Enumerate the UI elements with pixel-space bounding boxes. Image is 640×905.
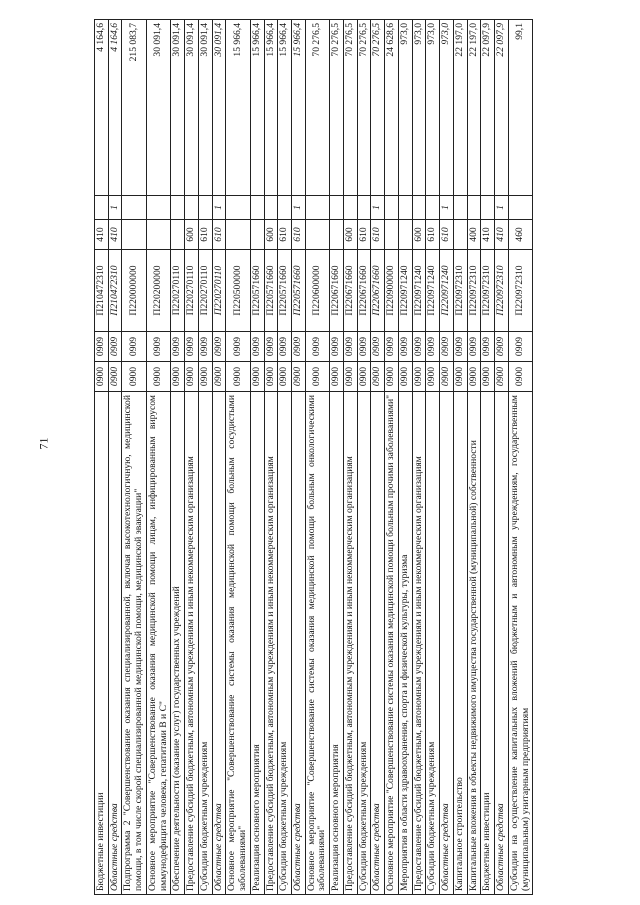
table-row	[185, 20, 199, 895]
row-funding-source: 1	[495, 196, 509, 220]
row-target-article: П220600000	[305, 250, 329, 332]
row-name: Субсидии бюджетным учреждениям	[357, 392, 371, 895]
table-row	[426, 20, 440, 895]
row-funding-source	[198, 196, 212, 220]
row-expense-type	[226, 220, 250, 250]
row-amount: 15 966,4	[250, 20, 264, 196]
row-name: Субсидии бюджетным учреждениям	[278, 392, 292, 895]
row-section-code: 0909	[440, 332, 454, 362]
row-section-code: 0909	[343, 332, 357, 362]
row-expense-type	[330, 220, 344, 250]
row-section-code: 0909	[495, 332, 509, 362]
row-name: Субсидии бюджетным учреждениям	[426, 392, 440, 895]
row-amount: 22 197,0	[453, 20, 467, 196]
row-expense-type: 610	[292, 220, 306, 250]
row-target-article: П220971240	[412, 250, 426, 332]
row-name: Областные средства	[292, 392, 306, 895]
row-target-article: П220972310	[508, 250, 532, 332]
row-expense-type: 610	[357, 220, 371, 250]
row-section-code: 0909	[226, 332, 250, 362]
budget-table	[94, 19, 533, 895]
row-amount: 22 097,9	[481, 20, 495, 196]
row-amount: 70 276,5	[371, 20, 385, 196]
table-row	[250, 20, 264, 895]
table-row	[508, 20, 532, 895]
row-name: Предоставление субсидий бюджетным, автономным учреждениям и иным некоммерческим организациям	[412, 392, 426, 895]
row-name: Областные средства	[495, 392, 509, 895]
row-expense-type: 600	[343, 220, 357, 250]
row-section-code: 0909	[212, 332, 226, 362]
row-amount: 30 091,4	[198, 20, 212, 196]
row-target-article: П210472310	[108, 250, 122, 332]
row-amount: 4 164,6	[108, 20, 122, 196]
row-expense-type	[250, 220, 264, 250]
row-amount: 30 091,4	[185, 20, 199, 196]
row-target-article: П220972310	[481, 250, 495, 332]
table-row	[212, 20, 226, 895]
row-expense-type: 600	[264, 220, 278, 250]
row-funding-source	[467, 196, 481, 220]
row-ministry-code: 0900	[198, 362, 212, 392]
row-name: Субсидии на осуществление капитальных вложений бюджетным и автономным учреждениям, государственным (муниципальным) унитарным предприятиям	[508, 392, 532, 895]
row-ministry-code: 0900	[185, 362, 199, 392]
row-amount: 4 164,6	[95, 20, 109, 196]
row-section-code: 0909	[412, 332, 426, 362]
row-amount: 70 276,5	[343, 20, 357, 196]
row-funding-source	[122, 196, 146, 220]
row-section-code: 0909	[330, 332, 344, 362]
row-ministry-code: 0900	[467, 362, 481, 392]
row-ministry-code: 0900	[440, 362, 454, 392]
row-amount: 15 966,4	[226, 20, 250, 196]
row-amount: 30 091,4	[212, 20, 226, 196]
row-amount: 22 097,9	[495, 20, 509, 196]
row-expense-type: 600	[412, 220, 426, 250]
row-target-article: П220972310	[495, 250, 509, 332]
row-ministry-code: 0900	[278, 362, 292, 392]
row-funding-source: 1	[292, 196, 306, 220]
row-target-article: П220971240	[426, 250, 440, 332]
row-amount: 15 966,4	[278, 20, 292, 196]
table-row	[108, 20, 122, 895]
row-funding-source	[226, 196, 250, 220]
row-funding-source	[185, 196, 199, 220]
table-row	[385, 20, 399, 895]
row-section-code: 0909	[171, 332, 185, 362]
row-name: Предоставление субсидий бюджетным, автономным учреждениям и иным некоммерческим организациям	[264, 392, 278, 895]
row-ministry-code: 0900	[371, 362, 385, 392]
row-expense-type	[305, 220, 329, 250]
row-ministry-code: 0900	[481, 362, 495, 392]
row-ministry-code: 0900	[330, 362, 344, 392]
row-amount: 215 083,7	[122, 20, 146, 196]
table-row	[226, 20, 250, 895]
row-target-article: П220000000	[122, 250, 146, 332]
row-funding-source	[305, 196, 329, 220]
row-name: Предоставление субсидий бюджетным, автономным учреждениям и иным некоммерческим организациям	[343, 392, 357, 895]
row-name: Основное мероприятие "Совершенствование системы оказания медицинской помощи больным сосудистыми заболеваниями"	[226, 392, 250, 895]
row-section-code: 0909	[278, 332, 292, 362]
row-funding-source: 1	[371, 196, 385, 220]
row-section-code: 0909	[481, 332, 495, 362]
row-name: Реализация основного мероприятия	[330, 392, 344, 895]
row-expense-type: 600	[185, 220, 199, 250]
row-section-code: 0909	[198, 332, 212, 362]
table-row	[95, 20, 109, 895]
row-ministry-code: 0900	[453, 362, 467, 392]
row-section-code: 0909	[453, 332, 467, 362]
row-ministry-code: 0900	[226, 362, 250, 392]
row-expense-type: 610	[426, 220, 440, 250]
table-row	[453, 20, 467, 895]
row-target-article: П220671660	[343, 250, 357, 332]
row-target-article: П220571660	[292, 250, 306, 332]
row-expense-type: 610	[212, 220, 226, 250]
table-row	[278, 20, 292, 895]
row-name: Областные средства	[108, 392, 122, 895]
row-section-code: 0909	[250, 332, 264, 362]
table-row	[292, 20, 306, 895]
row-amount: 70 276,5	[305, 20, 329, 196]
row-ministry-code: 0900	[122, 362, 146, 392]
row-ministry-code: 0900	[212, 362, 226, 392]
table-row	[467, 20, 481, 895]
row-amount: 30 091,4	[146, 20, 170, 196]
table-row	[495, 20, 509, 895]
row-expense-type: 610	[440, 220, 454, 250]
row-name: Реализация основного мероприятия	[250, 392, 264, 895]
row-funding-source	[426, 196, 440, 220]
row-funding-source	[146, 196, 170, 220]
row-amount: 973,0	[412, 20, 426, 196]
row-target-article: П220900000	[385, 250, 399, 332]
row-section-code: 0909	[371, 332, 385, 362]
row-expense-type: 610	[278, 220, 292, 250]
row-section-code: 0909	[108, 332, 122, 362]
row-target-article: П220972310	[453, 250, 467, 332]
row-name: Областные средства	[371, 392, 385, 895]
row-expense-type: 410	[108, 220, 122, 250]
row-funding-source: 1	[108, 196, 122, 220]
table-row	[198, 20, 212, 895]
row-section-code: 0909	[398, 332, 412, 362]
row-target-article: П220270110	[185, 250, 199, 332]
table-row	[371, 20, 385, 895]
table-row	[330, 20, 344, 895]
row-ministry-code: 0900	[171, 362, 185, 392]
row-ministry-code: 0900	[385, 362, 399, 392]
row-ministry-code: 0900	[508, 362, 532, 392]
row-section-code: 0909	[185, 332, 199, 362]
table-row	[146, 20, 170, 895]
row-funding-source	[412, 196, 426, 220]
row-target-article: П220972310	[467, 250, 481, 332]
table-row	[343, 20, 357, 895]
row-ministry-code: 0900	[95, 362, 109, 392]
row-funding-source	[343, 196, 357, 220]
row-funding-source	[330, 196, 344, 220]
row-expense-type	[385, 220, 399, 250]
row-amount: 15 966,4	[264, 20, 278, 196]
row-expense-type	[171, 220, 185, 250]
row-expense-type: 460	[508, 220, 532, 250]
row-section-code: 0909	[357, 332, 371, 362]
row-name: Мероприятия в области здравоохранения, спорта и физической культуры, туризма	[398, 392, 412, 895]
row-ministry-code: 0900	[250, 362, 264, 392]
row-name: Областные средства	[440, 392, 454, 895]
row-expense-type: 410	[95, 220, 109, 250]
row-name: Основное мероприятие "Совершенствование оказания медицинской помощи лицам, инфицированным вирусом иммунодефицита человека, гепатитами B и C"	[146, 392, 170, 895]
row-name: Субсидии бюджетным учреждениям	[198, 392, 212, 895]
row-amount: 973,0	[426, 20, 440, 196]
row-funding-source: 1	[212, 196, 226, 220]
row-target-article: П220500000	[226, 250, 250, 332]
row-ministry-code: 0900	[305, 362, 329, 392]
row-target-article: П220971240	[440, 250, 454, 332]
row-funding-source	[250, 196, 264, 220]
row-funding-source	[508, 196, 532, 220]
table-row	[481, 20, 495, 895]
budget-table-rotated	[94, 20, 533, 895]
row-name: Обеспечение деятельности (оказание услуг) государственных учреждений	[171, 392, 185, 895]
row-name: Бюджетные инвестиции	[95, 392, 109, 895]
row-funding-source	[385, 196, 399, 220]
table-row	[357, 20, 371, 895]
row-name: Подпрограмма 2 "Совершенствование оказания специализированной, включая высокотехнологичную, медицинской помощи, в том числе скорой специализированной медицинской помощи, медицинской эвакуации"	[122, 392, 146, 895]
row-ministry-code: 0900	[426, 362, 440, 392]
row-funding-source	[357, 196, 371, 220]
row-name: Предоставление субсидий бюджетным, автономным учреждениям и иным некоммерческим организациям	[185, 392, 199, 895]
table-row	[412, 20, 426, 895]
row-section-code: 0909	[122, 332, 146, 362]
row-funding-source	[481, 196, 495, 220]
row-ministry-code: 0900	[495, 362, 509, 392]
row-amount: 15 966,4	[292, 20, 306, 196]
row-section-code: 0909	[508, 332, 532, 362]
row-name: Основное мероприятие "Совершенствование системы оказания медицинской помощи больным онкологическими заболеваниями"	[305, 392, 329, 895]
row-section-code: 0909	[305, 332, 329, 362]
row-target-article: П220571660	[250, 250, 264, 332]
row-expense-type: 610	[198, 220, 212, 250]
budget-table-body	[95, 20, 533, 895]
table-row	[171, 20, 185, 895]
row-name: Основное мероприятие "Совершенствование системы оказания медицинской помощи больным прочими заболеваниями"	[385, 392, 399, 895]
row-section-code: 0909	[426, 332, 440, 362]
row-ministry-code: 0900	[412, 362, 426, 392]
row-name: Областные средства	[212, 392, 226, 895]
row-target-article: П220270110	[171, 250, 185, 332]
row-expense-type	[398, 220, 412, 250]
row-target-article: П220270110	[212, 250, 226, 332]
row-expense-type	[453, 220, 467, 250]
row-amount: 99,1	[508, 20, 532, 196]
row-name: Капитальное строительство	[453, 392, 467, 895]
row-funding-source	[171, 196, 185, 220]
page-number: 71	[36, 437, 51, 450]
row-target-article: П220571660	[264, 250, 278, 332]
row-section-code: 0909	[95, 332, 109, 362]
row-section-code: 0909	[146, 332, 170, 362]
row-amount: 973,0	[398, 20, 412, 196]
row-funding-source: 1	[440, 196, 454, 220]
row-target-article: П220270110	[198, 250, 212, 332]
row-ministry-code: 0900	[398, 362, 412, 392]
row-amount: 70 276,5	[330, 20, 344, 196]
row-target-article: П220971240	[398, 250, 412, 332]
row-amount: 973,0	[440, 20, 454, 196]
row-amount: 70 276,5	[357, 20, 371, 196]
row-funding-source	[453, 196, 467, 220]
row-target-article: П220671660	[330, 250, 344, 332]
row-target-article: П220671660	[357, 250, 371, 332]
row-amount: 24 628,6	[385, 20, 399, 196]
table-row	[122, 20, 146, 895]
row-ministry-code: 0900	[108, 362, 122, 392]
table-row	[305, 20, 329, 895]
row-expense-type: 610	[371, 220, 385, 250]
row-section-code: 0909	[467, 332, 481, 362]
row-expense-type	[122, 220, 146, 250]
row-name: Капитальные вложения в объекты недвижимого имущества государственной (муниципальной) собственности	[467, 392, 481, 895]
table-row	[264, 20, 278, 895]
row-expense-type: 400	[467, 220, 481, 250]
row-funding-source	[264, 196, 278, 220]
row-funding-source	[278, 196, 292, 220]
row-expense-type: 410	[495, 220, 509, 250]
row-ministry-code: 0900	[264, 362, 278, 392]
row-expense-type	[146, 220, 170, 250]
row-name: Бюджетные инвестиции	[481, 392, 495, 895]
table-row	[440, 20, 454, 895]
row-ministry-code: 0900	[343, 362, 357, 392]
row-target-article: П220200000	[146, 250, 170, 332]
row-expense-type: 410	[481, 220, 495, 250]
row-section-code: 0909	[292, 332, 306, 362]
row-target-article: П220571660	[278, 250, 292, 332]
row-ministry-code: 0900	[146, 362, 170, 392]
row-section-code: 0909	[385, 332, 399, 362]
row-funding-source	[398, 196, 412, 220]
row-amount: 22 197,0	[467, 20, 481, 196]
row-ministry-code: 0900	[292, 362, 306, 392]
row-funding-source	[95, 196, 109, 220]
row-target-article: П220671660	[371, 250, 385, 332]
row-ministry-code: 0900	[357, 362, 371, 392]
row-amount: 30 091,4	[171, 20, 185, 196]
table-row	[398, 20, 412, 895]
row-target-article: П210472310	[95, 250, 109, 332]
row-section-code: 0909	[264, 332, 278, 362]
